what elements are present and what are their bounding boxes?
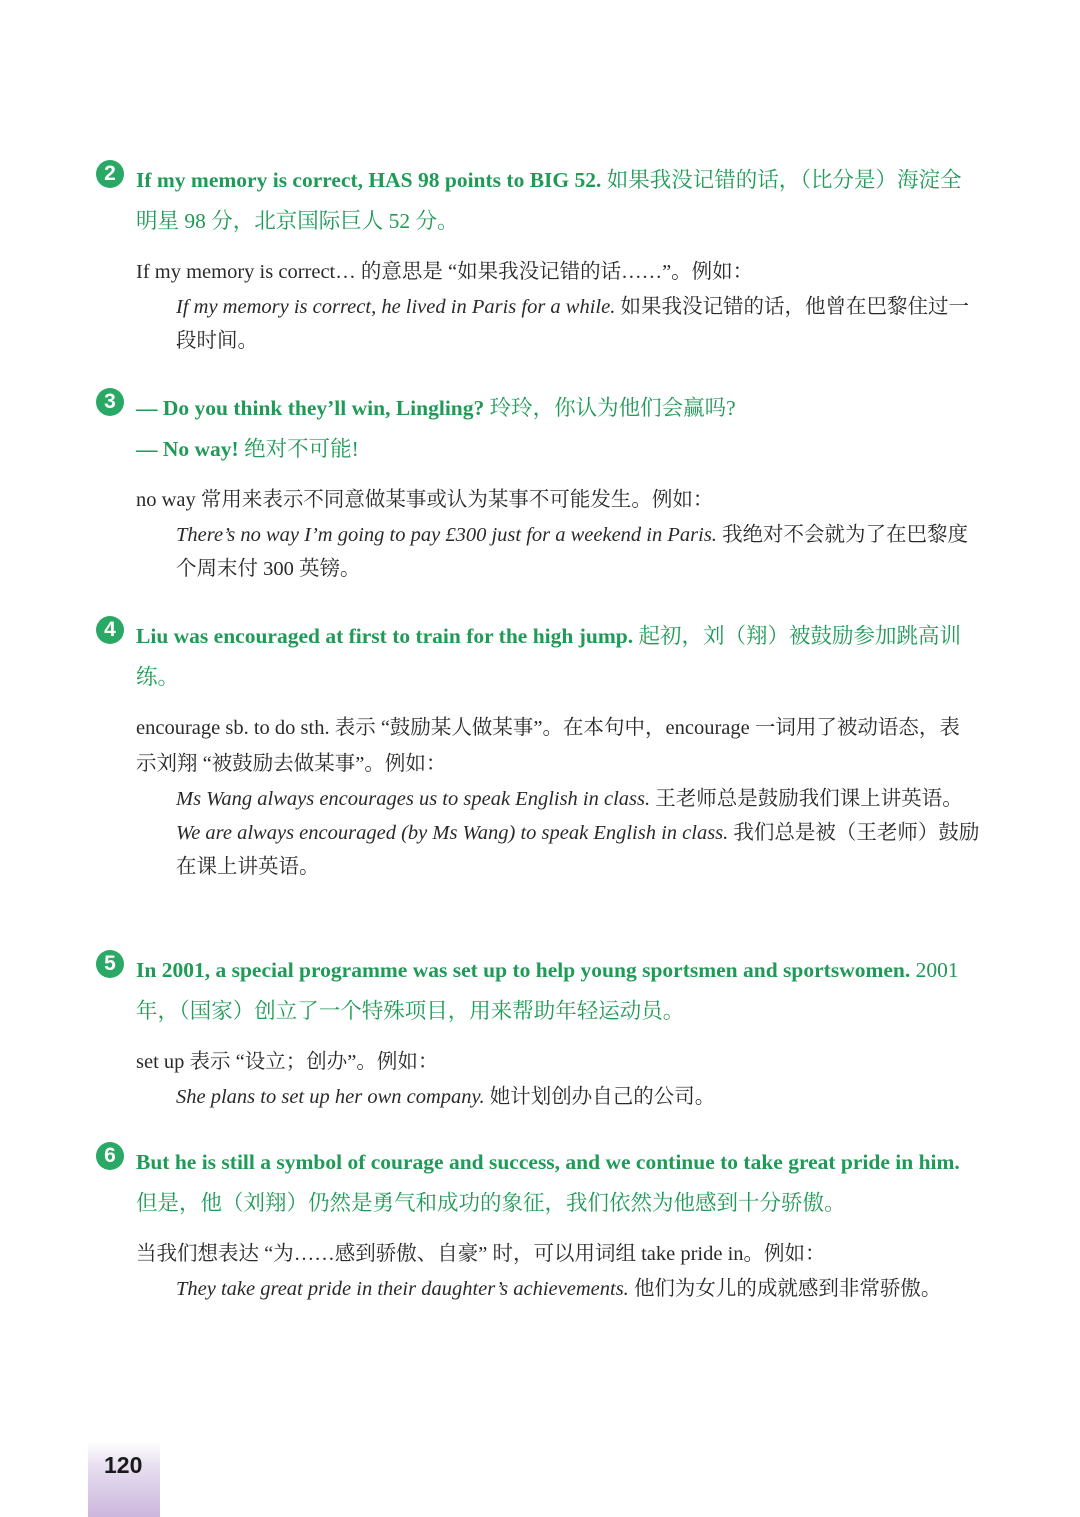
note-number-badge: 2 [96, 160, 124, 188]
note-number-badge: 4 [96, 616, 124, 644]
note-explanation: 当我们想表达 “为……感到骄傲、自豪” 时，可以用词组 take pride in。例如： [136, 1243, 826, 1265]
note-explanation: If my memory is correct… 的意思是 “如果我没记错的话……”。例如： [136, 261, 754, 283]
note-3 [96, 388, 980, 586]
heading-english: But he is still a symbol of courage and success, and we continue to take great pride in him. [136, 1150, 960, 1174]
note-heading [136, 160, 980, 242]
example-sentence [176, 518, 980, 586]
note-4 [96, 616, 980, 884]
note-2 [96, 160, 980, 358]
heading-chinese: 如果我没记错的话，（比分是）海淀全明星 98 分，北京国际巨人 52 分。 [136, 168, 962, 233]
example-chinese: 她计划创办自己的公司。 [484, 1086, 716, 1108]
note-number-badge: 3 [96, 388, 124, 416]
example-english: Ms Wang always encourages us to speak English in class. [176, 788, 651, 810]
example-sentence [176, 290, 980, 358]
example-english: There’s no way I’m going to pay £300 just for a weekend in Paris. [176, 524, 717, 546]
note-heading [136, 1142, 980, 1224]
note-number-badge: 5 [96, 950, 124, 978]
note-heading [136, 616, 980, 698]
example-english: If my memory is correct, he lived in Paris for a while. [176, 296, 616, 318]
example-chinese: 如果我没记错的话，他曾在巴黎住过一段时间。 [176, 296, 969, 352]
dialogue-line [136, 429, 980, 470]
example-chinese: 我们总是被（王老师）鼓励在课上讲英语。 [176, 822, 980, 878]
dialogue-english: — Do you think they’ll win, Lingling? [136, 396, 485, 420]
heading-chinese: 起初，刘（翔）被鼓励参加跳高训练。 [136, 624, 961, 689]
example-english: We are always encouraged (by Ms Wang) to speak English in class. [176, 822, 729, 844]
heading-chinese: 但是，他（刘翔）仍然是勇气和成功的象征，我们依然为他感到十分骄傲。 [136, 1191, 846, 1215]
page-number: 120 [104, 1452, 143, 1478]
note-heading [136, 950, 980, 1032]
example-sentence [176, 1272, 980, 1306]
example-english: They take great pride in their daughter’s achievements. [176, 1278, 629, 1300]
example-chinese: 我绝对不会就为了在巴黎度个周末付 300 英镑。 [176, 524, 969, 580]
heading-english: If my memory is correct, HAS 98 points to BIG 52. [136, 168, 602, 192]
note-number-badge: 6 [96, 1142, 124, 1170]
dialogue-english: — No way! [136, 437, 239, 461]
note-explanation: set up 表示 “设立；创办”。例如： [136, 1051, 439, 1073]
example-chinese: 他们为女儿的成就感到非常骄傲。 [628, 1278, 942, 1300]
example-sentence [176, 782, 980, 816]
note-explanation: encourage sb. to do sth. 表示 “鼓励某人做某事”。在本句中，encourage 一词用了被动语态，表示刘翔 “被鼓励去做某事”。例如： [136, 717, 960, 775]
example-english: She plans to set up her own company. [176, 1086, 485, 1108]
dialogue-chinese: 玲玲，你认为他们会赢吗? [484, 396, 736, 420]
example-chinese: 王老师总是鼓励我们课上讲英语。 [650, 788, 963, 810]
heading-english: Liu was encouraged at first to train for the high jump. [136, 624, 634, 648]
note-6 [96, 1142, 980, 1306]
heading-chinese: 2001 年，（国家）创立了一个特殊项目，用来帮助年轻运动员。 [136, 958, 959, 1023]
example-sentence [176, 1080, 980, 1114]
dialogue-line [136, 388, 980, 429]
heading-english: In 2001, a special programme was set up to help young sportsmen and sportswomen. [136, 958, 911, 982]
note-5 [96, 950, 980, 1114]
example-sentence [176, 816, 980, 884]
page-number-tab [88, 1442, 160, 1517]
note-explanation: no way 常用来表示不同意做某事或认为某事不可能发生。例如： [136, 489, 714, 511]
dialogue-chinese: 绝对不可能! [238, 437, 359, 461]
